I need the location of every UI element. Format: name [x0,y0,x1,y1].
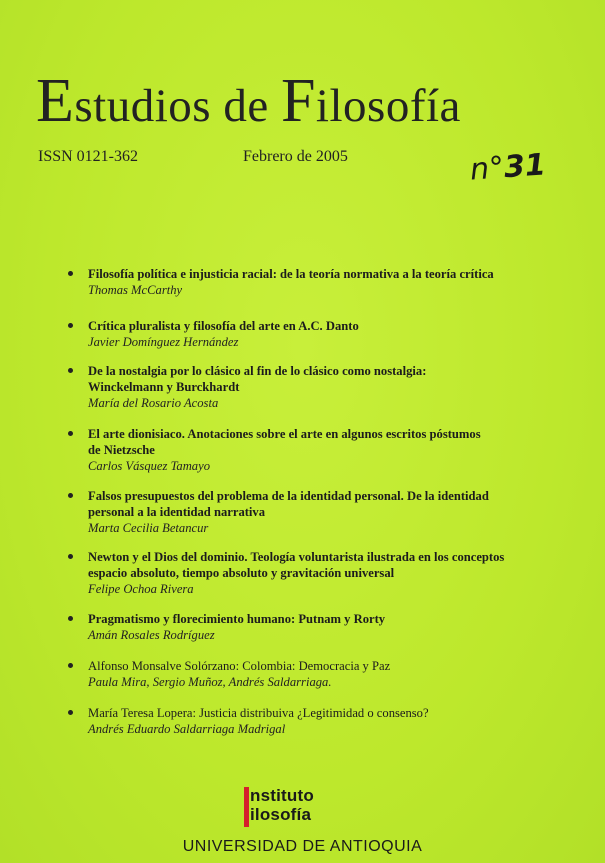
bullet [68,323,73,328]
article-author: Amán Rosales Rodríguez [88,628,215,642]
toc-entry [68,318,568,350]
toc-entry [68,549,568,597]
toc-entry [68,363,568,411]
bullet [68,663,73,668]
article-title-line-2: espacio absoluto, tiempo absoluto y gravitación universal [88,566,395,580]
article-title-line-1: El arte dionisiaco. Anotaciones sobre el arte en algunos escritos póstumos [88,427,481,441]
bullet [68,368,73,373]
bullet [68,493,73,498]
toc-entry [68,705,568,737]
logo-line-1: nstituto [250,786,314,805]
issue-prefix: n° [468,150,506,188]
article-title-line-1: De la nostalgia por lo clásico al fin de lo clásico como nostalgia: [88,364,427,378]
university-name: UNIVERSIDAD DE ANTIOQUIA [182,838,423,855]
article-title: Filosofía política e injusticia racial: de la teoría normativa a la teoría crítica [88,267,494,281]
toc-entry [68,658,568,690]
toc-entry [68,611,568,643]
article-author: Paula Mira, Sergio Muñoz, Andrés Saldarriaga. [88,675,332,689]
article-author: Thomas McCarthy [88,283,183,297]
article-author: Javier Domínguez Hernández [88,335,239,349]
toc-entry [68,266,568,298]
bullet [68,616,73,621]
article-author: María del Rosario Acosta [88,396,219,410]
toc-entry [68,426,568,474]
article-title-line-1: Falsos presupuestos del problema de la identidad personal. De la identidad [88,489,489,503]
article-title-line-2: de Nietzsche [88,443,155,457]
article-title: Crítica pluralista y filosofía del arte en A.C. Danto [88,319,359,333]
article-author: Carlos Vásquez Tamayo [88,459,210,473]
bullet [68,271,73,276]
toc-entry [68,488,568,536]
article-author: Andrés Eduardo Saldarriaga Madrigal [88,722,286,736]
logo-line-2: ilosofía [250,805,312,824]
article-title-line-1: Newton y el Dios del dominio. Teología voluntarista ilustrada en los conceptos [88,550,505,564]
title-initial-f: F [280,67,316,135]
issue-digits: 31 [502,147,547,186]
article-title: María Teresa Lopera: Justicia distribuiva ¿Legitimidad o consenso? [88,706,429,720]
article-author: Marta Cecilia Betancur [88,521,209,535]
bullet [68,710,73,715]
article-title-line-2: personal a la identidad narrativa [88,505,266,519]
article-author: Felipe Ochoa Rivera [88,582,194,596]
article-title-line-2: Winckelmann y Burckhardt [88,380,240,394]
publication-date: Febrero de 2005 [243,148,348,165]
logo-accent-bar [244,787,249,827]
title-part-2: ilosofía [315,80,461,132]
title-initial-e: E [36,67,75,135]
issn: ISSN 0121-362 [38,148,139,165]
instituto-filosofia-logo [236,783,366,833]
article-title: Pragmatismo y florecimiento humano: Putnam y Rorty [88,612,386,626]
title-part-1: studios de [74,80,281,132]
bullet [68,554,73,559]
article-title: Alfonso Monsalve Solórzano: Colombia: Democracia y Paz [88,659,391,673]
bullet [68,431,73,436]
